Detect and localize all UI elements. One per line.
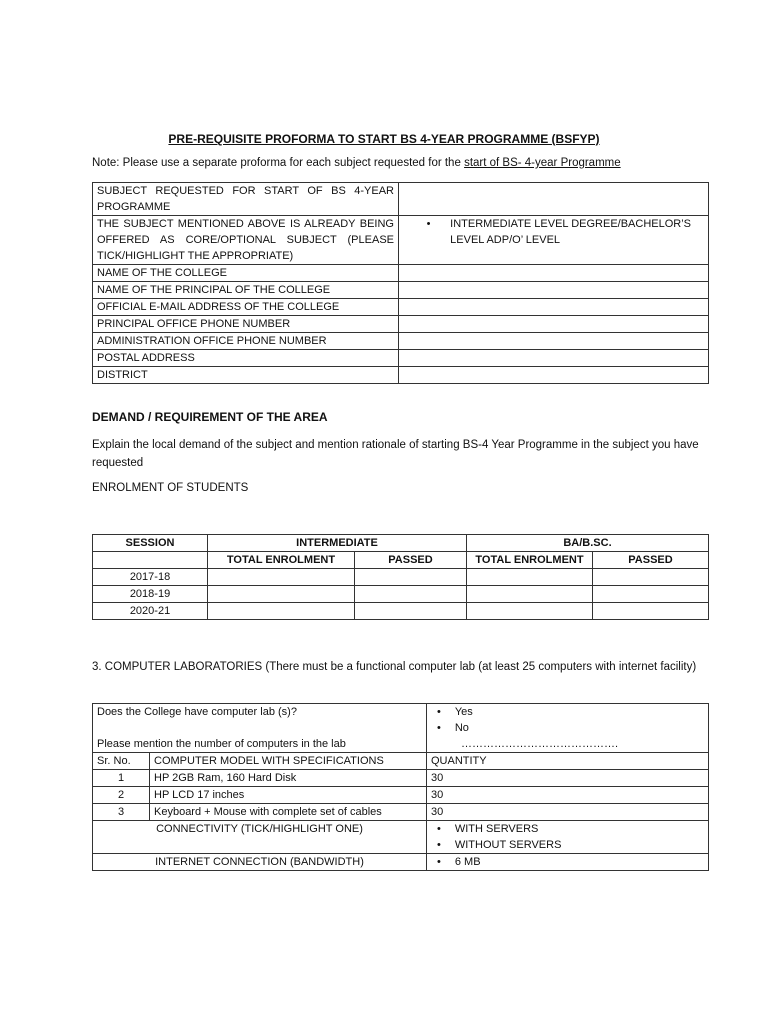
int-total-enrolment-header: TOTAL ENROLMENT [208, 552, 355, 569]
table-row [93, 333, 709, 350]
admin-phone-value[interactable] [399, 333, 709, 350]
email-value[interactable] [399, 299, 709, 316]
table-row [93, 535, 709, 552]
input-cell[interactable] [208, 603, 355, 620]
table-row [93, 854, 709, 871]
district-value[interactable] [399, 367, 709, 384]
count-blank[interactable]: ……………………………………. [461, 738, 619, 750]
enrolment-table [92, 534, 709, 620]
labs-text: 3. COMPUTER LABORATORIES (There must be a functional computer lab (at least 25 computers with internet facility) [92, 661, 697, 673]
table-row [93, 367, 709, 384]
table-row [93, 350, 709, 367]
bullet-icon: • [437, 722, 441, 734]
table-row [93, 282, 709, 299]
quantity-cell: 30 [427, 770, 709, 787]
without-servers-option[interactable]: WITHOUT SERVERS [454, 839, 562, 851]
note-prefix: Note: Please use a separate proforma for each subject requested for the [92, 157, 465, 169]
no-option[interactable]: No [454, 722, 469, 734]
bullet-icon: • [437, 823, 441, 835]
table-row [93, 804, 709, 821]
session-header: SESSION [93, 535, 208, 552]
subject-requested-label: SUBJECT REQUESTED FOR START OF BS 4-YEAR PROGRAMME [93, 183, 399, 216]
postal-address-value[interactable] [399, 350, 709, 367]
table-row [93, 265, 709, 282]
admin-phone-label: ADMINISTRATION OFFICE PHONE NUMBER [93, 333, 399, 350]
ba-header: BA/B.SC. [467, 535, 709, 552]
int-passed-header: PASSED [355, 552, 467, 569]
principal-phone-value[interactable] [399, 316, 709, 333]
table-row [93, 183, 709, 216]
model-cell: Keyboard + Mouse with complete set of cables [150, 804, 427, 821]
lab-question-cell [93, 704, 427, 753]
sr-cell: 2 [93, 787, 150, 804]
table-row [93, 586, 709, 603]
email-label: OFFICIAL E-MAIL ADDRESS OF THE COLLEGE [93, 299, 399, 316]
input-cell[interactable] [355, 586, 467, 603]
model-cell: HP LCD 17 inches [150, 787, 427, 804]
table-row [93, 569, 709, 586]
sr-cell: 1 [93, 770, 150, 787]
college-info-table [92, 182, 709, 384]
postal-address-label: POSTAL ADDRESS [93, 350, 399, 367]
input-cell[interactable] [467, 603, 593, 620]
bandwidth-value: 6 MB [454, 856, 481, 868]
table-row [93, 316, 709, 333]
model-cell: HP 2GB Ram, 160 Hard Disk [150, 770, 427, 787]
subject-offered-option: INTERMEDIATE LEVEL DEGREE/BACHELOR’S LEVEL ADP/O’ LEVEL [450, 218, 692, 246]
subject-offered-label: THE SUBJECT MENTIONED ABOVE IS ALREADY BEING OFFERED AS CORE/OPTIONAL SUBJECT (PLEASE TICK/HIGHLIGHT THE APPROPRIATE) [93, 216, 399, 265]
table-row [93, 770, 709, 787]
college-name-label: NAME OF THE COLLEGE [93, 265, 399, 282]
input-cell[interactable] [467, 586, 593, 603]
principal-name-value[interactable] [399, 282, 709, 299]
input-cell[interactable] [208, 569, 355, 586]
subject-offered-value[interactable] [399, 216, 709, 265]
with-servers-option[interactable]: WITH SERVERS [454, 823, 539, 835]
input-cell[interactable] [208, 586, 355, 603]
principal-name-label: NAME OF THE PRINCIPAL OF THE COLLEGE [93, 282, 399, 299]
ba-total-enrolment-header: TOTAL ENROLMENT [467, 552, 593, 569]
bullet-icon: • [426, 218, 431, 230]
table-row [93, 821, 709, 854]
table-row [93, 603, 709, 620]
enrolment-heading: ENROLMENT OF STUDENTS [92, 482, 249, 494]
subject-requested-value[interactable] [399, 183, 709, 216]
computer-lab-table [92, 703, 709, 871]
connectivity-options[interactable] [427, 821, 709, 854]
sr-header: Sr. No. [93, 753, 150, 770]
input-cell[interactable] [467, 569, 593, 586]
college-name-value[interactable] [399, 265, 709, 282]
input-cell[interactable] [593, 569, 709, 586]
page-title: PRE-REQUISITE PROFORMA TO START BS 4-YEAR PROGRAMME (BSFYP) [168, 132, 600, 146]
note-text [92, 157, 621, 169]
bullet-icon: • [437, 856, 441, 868]
table-row [93, 299, 709, 316]
table-row [93, 704, 709, 753]
lab-answer-cell[interactable] [427, 704, 709, 753]
table-row [93, 787, 709, 804]
principal-phone-label: PRINCIPAL OFFICE PHONE NUMBER [93, 316, 399, 333]
input-cell[interactable] [593, 586, 709, 603]
note-underlined: start of BS- 4-year Programme [464, 157, 621, 169]
empty-header [93, 552, 208, 569]
session-cell: 2020-21 [93, 603, 208, 620]
yes-option[interactable]: Yes [454, 706, 473, 718]
quantity-cell: 30 [427, 787, 709, 804]
connectivity-label: CONNECTIVITY (TICK/HIGHLIGHT ONE) [93, 821, 427, 854]
district-label: DISTRICT [93, 367, 399, 384]
ba-passed-header: PASSED [593, 552, 709, 569]
table-row [93, 753, 709, 770]
bullet-icon: • [437, 706, 441, 718]
lab-count-question: Please mention the number of computers in the lab [97, 738, 346, 750]
quantity-header: QUANTITY [427, 753, 709, 770]
demand-heading: DEMAND / REQUIREMENT OF THE AREA [92, 410, 328, 424]
input-cell[interactable] [355, 569, 467, 586]
bullet-icon: • [437, 839, 441, 851]
input-cell[interactable] [355, 603, 467, 620]
demand-text: Explain the local demand of the subject and mention rationale of starting BS-4 Year Programme in the subject you have requested [92, 439, 699, 469]
session-cell: 2017-18 [93, 569, 208, 586]
table-row [93, 552, 709, 569]
lab-question: Does the College have computer lab (s)? [97, 706, 297, 718]
model-header: COMPUTER MODEL WITH SPECIFICATIONS [150, 753, 427, 770]
table-row [93, 216, 709, 265]
internet-label: INTERNET CONNECTION (BANDWIDTH) [93, 854, 427, 871]
bandwidth-cell[interactable] [427, 854, 709, 871]
intermediate-header: INTERMEDIATE [208, 535, 467, 552]
quantity-cell: 30 [427, 804, 709, 821]
sr-cell: 3 [93, 804, 150, 821]
session-cell: 2018-19 [93, 586, 208, 603]
input-cell[interactable] [593, 603, 709, 620]
